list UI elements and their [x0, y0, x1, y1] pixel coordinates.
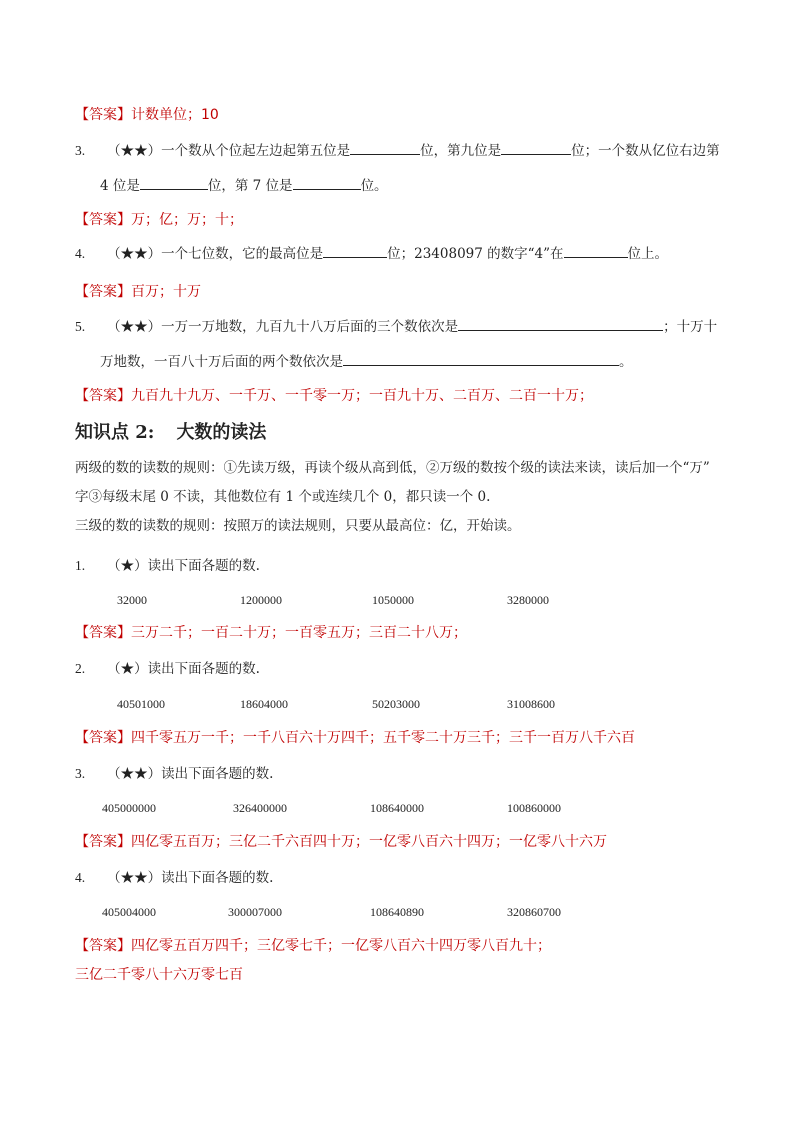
question-number: 5.	[75, 319, 86, 334]
section-title: 大数的读法	[176, 422, 267, 443]
question-text: 。	[619, 354, 633, 370]
reading-rule-2: 三级的数的读数的规则：按照万的读法规则，只要从最高位：亿，开始读。	[75, 518, 521, 534]
question-text: （★）读出下面各题的数.	[107, 661, 260, 677]
answer-blank[interactable]	[501, 140, 571, 155]
question-5-line2	[100, 351, 633, 372]
question-3-line1	[75, 140, 720, 161]
number-value: 50203000	[372, 697, 420, 711]
question-text: 位；一个数从亿位右边第	[571, 143, 720, 159]
number-value: 108640000	[370, 801, 424, 815]
question-text: （★★）一个数从个位起左边起第五位是	[107, 143, 351, 159]
reading-question-1	[75, 556, 260, 576]
reading-answer-2: 【答案】四千零五万一千；一千八百六十万四千；五千零二十万三千；三千一百万八千六百	[75, 730, 635, 746]
question-4	[75, 243, 668, 264]
question-3-line2	[100, 175, 388, 196]
answer-blank[interactable]	[140, 175, 208, 190]
section-label: 知识点 2:	[75, 422, 155, 443]
number-value: 3280000	[507, 593, 549, 607]
reading-answer-4-line2: 三亿二千零八十六万零七百	[75, 967, 243, 983]
number-value: 18604000	[240, 697, 288, 711]
number-value: 300007000	[228, 905, 282, 919]
number-value: 405004000	[102, 905, 156, 919]
question-text: （★）读出下面各题的数.	[107, 558, 260, 574]
question-text: （★★）一个七位数，它的最高位是	[107, 246, 324, 262]
answer-blank[interactable]	[343, 351, 619, 366]
reading-answer-4-line1: 【答案】四亿零五百万四千；三亿零七千；一亿零八百六十四万零八百九十；	[75, 938, 551, 954]
question-number: 3.	[75, 766, 86, 781]
number-value: 320860700	[507, 905, 561, 919]
question-text: （★★）读出下面各题的数.	[107, 766, 274, 782]
question-number: 4.	[75, 246, 86, 261]
number-value: 326400000	[233, 801, 287, 815]
question-text: （★★）一万一万地数，九百九十八万后面的三个数依次是	[107, 319, 459, 335]
question-text: 位上。	[627, 246, 669, 262]
reading-rule-1-line2: 字③每级末尾 0 不读，其他数位有 1 个或连续几个 0，都只读一个 0.	[75, 489, 491, 505]
reading-answer-3: 【答案】四亿零五百万；三亿二千六百四十万；一亿零八百六十四万；一亿零八十六万	[75, 834, 607, 850]
question-number: 4.	[75, 870, 86, 885]
answer-4: 【答案】百万；十万	[75, 284, 201, 300]
number-value: 405000000	[102, 801, 156, 815]
number-value: 31008600	[507, 697, 555, 711]
reading-rule-1-line1: 两级的数的读数的规则：①先读万级，再读个级从高到低，②万级的数按个级的读法来读，读后加一个“万”	[75, 460, 710, 476]
section-heading	[75, 418, 266, 444]
question-text: 位，第九位是	[420, 143, 502, 159]
question-text: （★★）读出下面各题的数.	[107, 870, 274, 886]
answer-3: 【答案】万；亿；万；十；	[75, 212, 243, 228]
question-5-line1	[75, 316, 717, 337]
answer-blank[interactable]	[323, 243, 387, 258]
question-number: 3.	[75, 143, 86, 158]
question-text: 位；23408097 的数字“4”在	[387, 246, 564, 262]
question-number: 2.	[75, 661, 86, 676]
reading-question-3	[75, 764, 273, 784]
question-text: ；十万十	[663, 319, 718, 335]
reading-answer-1: 【答案】三万二千；一百二十万；一百零五万；三百二十八万；	[75, 625, 467, 641]
answer-blank[interactable]	[350, 140, 420, 155]
question-text: 万地数，一百八十万后面的两个数依次是	[100, 354, 343, 370]
answer-blank[interactable]	[458, 316, 663, 331]
number-value: 100860000	[507, 801, 561, 815]
question-number: 1.	[75, 558, 86, 573]
number-value: 40501000	[117, 697, 165, 711]
reading-question-2	[75, 659, 260, 679]
answer-5: 【答案】九百九十九万、一千万、一千零一万；一百九十万、二百万、二百一十万；	[75, 388, 593, 404]
answer-blank[interactable]	[293, 175, 361, 190]
number-value: 1200000	[240, 593, 282, 607]
number-value: 32000	[117, 593, 147, 607]
reading-question-4	[75, 868, 273, 888]
number-value: 108640890	[370, 905, 424, 919]
question-text: 位。	[360, 178, 388, 194]
answer-blank[interactable]	[564, 243, 628, 258]
question-text: 4 位是	[100, 178, 140, 194]
answer-intro: 【答案】计数单位；10	[75, 107, 219, 123]
number-value: 1050000	[372, 593, 414, 607]
question-text: 位，第 7 位是	[207, 178, 293, 194]
